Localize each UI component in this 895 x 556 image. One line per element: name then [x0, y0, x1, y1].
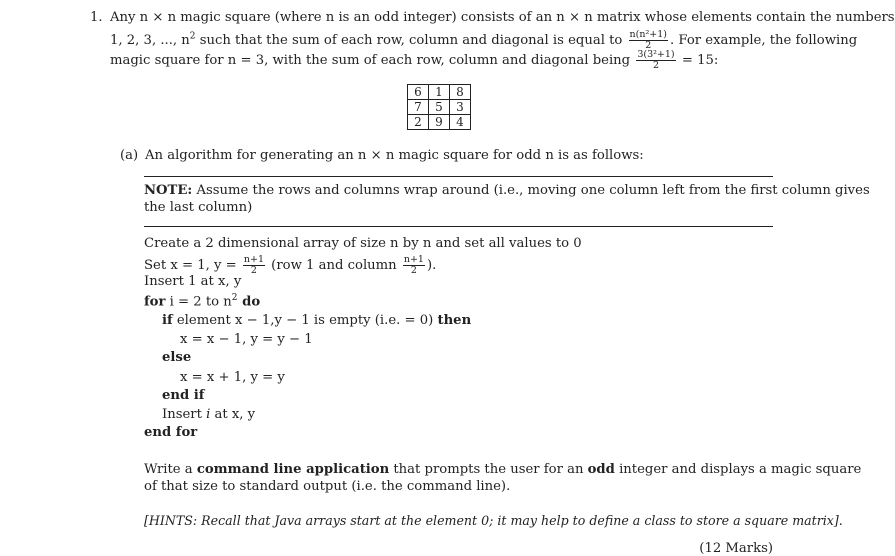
fraction: $\frac{\text{3(3²+1)}}{2}$: [637, 49, 675, 71]
algo-line: Insert i at x, y: [162, 407, 256, 422]
algo-line: for i = 2 to $n^2$ do: [144, 293, 261, 310]
marks: (12 Marks): [699, 541, 773, 556]
hints: [HINTS: Recall that Java arrays start at the element 0; it may help to define a class to store a square matrix].: [144, 513, 843, 528]
algo-line: if element x − 1,y − 1 is empty (i.e. = 0) then: [162, 313, 472, 328]
table-cell: 8: [450, 85, 471, 100]
table-cell: 4: [450, 115, 471, 130]
table-cell: 6: [408, 85, 429, 100]
algo-line: x = x + 1, y = y: [180, 370, 285, 385]
algo-line: Create a 2 dimensional array of size n by n and set all values to 0: [144, 236, 582, 251]
table-row: [408, 100, 471, 115]
divider: [144, 226, 773, 227]
task-line-2: of that size to standard output (i.e. the command line).: [144, 479, 511, 494]
part-a-text: An algorithm for generating an n × n magic square for odd n is as follows:: [145, 148, 644, 163]
note-line-2: the last column): [144, 200, 253, 215]
table-cell: 2: [408, 115, 429, 130]
intro-line-2: 1, 2, 3, ..., $n^2$ such that the sum of each row, column and diagonal is equal to $\frac{\text{n(n²+1)}}{2}$ . For example, the following: [110, 29, 858, 51]
table-cell: 5: [429, 100, 450, 115]
magic-square-table: [407, 84, 471, 130]
algo-line: end for: [144, 425, 198, 440]
table-row: [408, 115, 471, 130]
task-line-1: Write a command line application that prompts the user for an odd integer and displays a magic square: [144, 462, 862, 477]
table-cell: 9: [429, 115, 450, 130]
table-cell: 1: [429, 85, 450, 100]
algo-line: else: [162, 350, 192, 365]
fraction: $\frac{\text{n(n²+1)}}{2}$: [629, 29, 668, 51]
algo-line: Set x = 1, y = $\frac{n+1}{2}$ (row 1 and column $\frac{n+1}{2}$ ).: [144, 254, 437, 276]
question-number: 1.: [90, 10, 103, 25]
note-line-1: NOTE: Assume the rows and columns wrap around (i.e., moving one column left from the first column gives: [144, 183, 870, 198]
algo-line: end if: [162, 388, 205, 403]
table-cell: 7: [408, 100, 429, 115]
table-row: [408, 85, 471, 100]
algo-line: x = x − 1, y = y − 1: [180, 332, 313, 347]
part-a-label: (a): [120, 148, 139, 163]
algo-line: Insert 1 at x, y: [144, 274, 242, 289]
divider: [144, 176, 773, 177]
intro-line-1: Any n × n magic square (where n is an odd integer) consists of an n × n matrix whose elements contain the numbers: [110, 10, 895, 25]
intro-line-3: magic square for n = 3, with the sum of each row, column and diagonal being $\frac{\text{3(3²+1)}}{2}$ = 15:: [110, 49, 719, 71]
table-cell: 3: [450, 100, 471, 115]
